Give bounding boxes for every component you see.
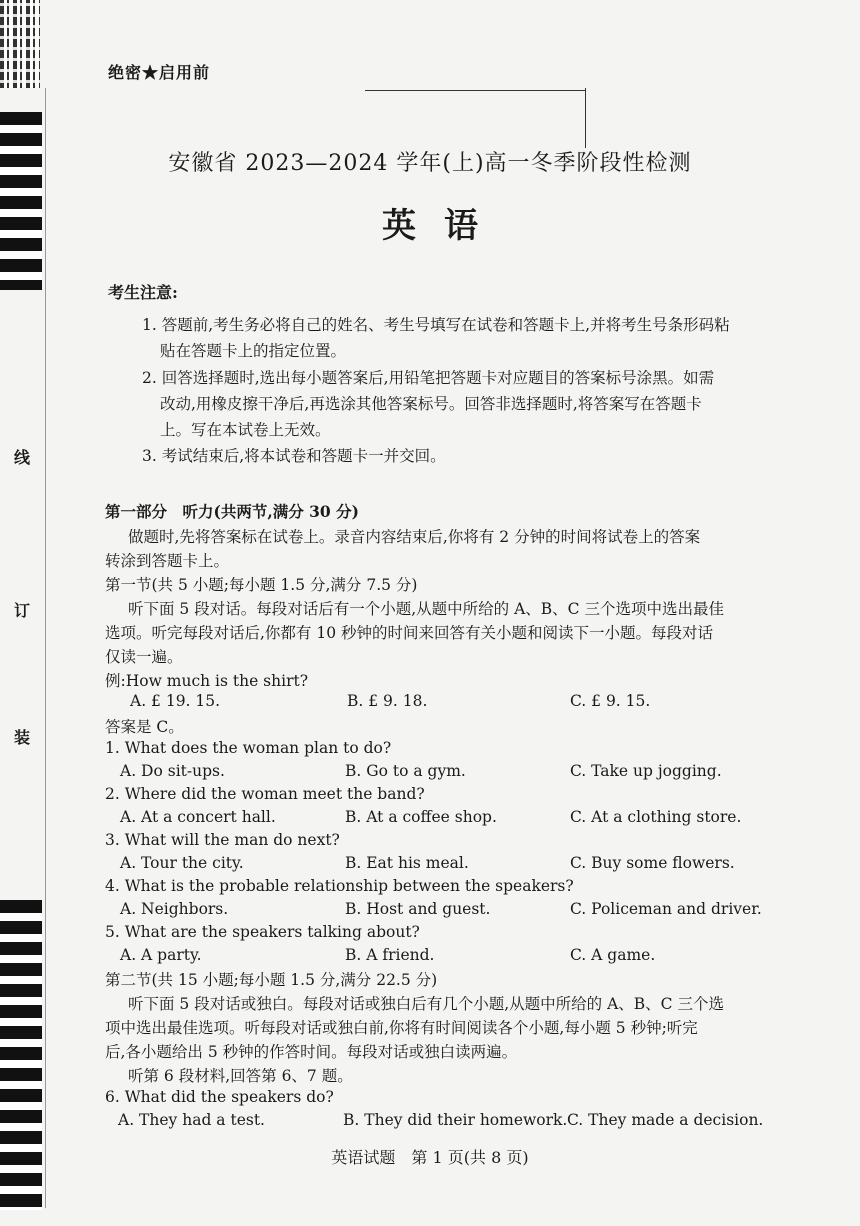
exam-title: 安徽省 2023—2024 学年(上)高一冬季阶段性检测	[168, 151, 692, 176]
section1-intro: 仅读一遍。	[105, 648, 183, 666]
question-6-option-b: B. They did their homework.	[343, 1111, 568, 1129]
question-5-option-a: A. A party.	[120, 946, 202, 964]
example-question: 例:How much is the shirt?	[105, 672, 309, 690]
question-6: 6. What did the speakers do?	[105, 1088, 334, 1106]
notice-item: 上。写在本试卷上无效。	[160, 421, 331, 439]
question-1-option-c: C. Take up jogging.	[570, 762, 722, 780]
binding-mark-line: 线	[14, 448, 31, 467]
notice-item: 贴在答题卡上的指定位置。	[160, 342, 347, 360]
part1-intro: 转涂到答题卡上。	[105, 552, 230, 570]
question-3-option-a: A. Tour the city.	[120, 854, 244, 872]
notice-item: 1. 答题前,考生务必将自己的姓名、考生号填写在试卷和答题卡上,并将考生号条形码粘	[142, 316, 730, 334]
question-2-option-b: B. At a coffee shop.	[345, 808, 497, 826]
subject-title: 英语	[382, 206, 506, 246]
question-6-option-a: A. They had a test.	[118, 1111, 265, 1129]
notice-item: 2. 回答选择题时,选出每小题答案后,用铅笔把答题卡对应题目的答案标号涂黑。如需	[142, 369, 715, 387]
example-option-a: A. £ 19. 15.	[130, 692, 221, 710]
notice-item: 改动,用橡皮擦干净后,再选涂其他答案标号。回答非选择题时,将答案写在答题卡	[160, 395, 702, 413]
question-1-option-a: A. Do sit-ups.	[120, 762, 225, 780]
part1-heading: 第一部分 听力(共两节,满分 30 分)	[105, 502, 359, 521]
page-footer: 英语试题 第 1 页(共 8 页)	[331, 1148, 529, 1167]
confidential-label: 绝密★启用前	[108, 63, 211, 82]
question-1-option-b: B. Go to a gym.	[345, 762, 466, 780]
binding-mark-bind: 装	[14, 728, 31, 747]
section1-heading: 第一节(共 5 小题;每小题 1.5 分,满分 7.5 分)	[105, 576, 418, 594]
question-4-option-b: B. Host and guest.	[345, 900, 491, 918]
question-3-option-c: C. Buy some flowers.	[570, 854, 735, 872]
section2-heading: 第二节(共 15 小题;每小题 1.5 分,满分 22.5 分)	[105, 971, 438, 989]
decor-line-vertical	[585, 88, 586, 148]
question-2: 2. Where did the woman meet the band?	[105, 785, 425, 803]
decor-line	[365, 90, 585, 91]
section2-intro: 项中选出最佳选项。听每段对话或独白前,你将有时间阅读各个小题,每小题 5 秒钟;听完	[105, 1019, 698, 1037]
material-instruction: 听第 6 段材料,回答第 6、7 题。	[128, 1067, 353, 1085]
example-answer: 答案是 C。	[105, 718, 184, 736]
section1-intro: 选项。听完每段对话后,你都有 10 秒钟的时间来回答有关小题和阅读下一小题。每段对话	[105, 624, 714, 642]
binding-mark-order: 订	[14, 601, 31, 620]
question-3: 3. What will the man do next?	[105, 831, 340, 849]
question-4-option-c: C. Policeman and driver.	[570, 900, 762, 918]
qr-code	[0, 0, 40, 88]
question-5: 5. What are the speakers talking about?	[105, 923, 420, 941]
question-5-option-c: C. A game.	[570, 946, 656, 964]
section2-intro: 听下面 5 段对话或独白。每段对话或独白后有几个小题,从题中所给的 A、B、C 三个选	[128, 995, 724, 1013]
part1-intro: 做题时,先将答案标在试卷上。录音内容结束后,你将有 2 分钟的时间将试卷上的答案	[128, 528, 701, 546]
question-4-option-a: A. Neighbors.	[120, 900, 229, 918]
notice-item: 3. 考试结束后,将本试卷和答题卡一并交回。	[142, 447, 446, 465]
question-4: 4. What is the probable relationship between the speakers?	[105, 877, 574, 895]
question-2-option-a: A. At a concert hall.	[120, 808, 276, 826]
question-5-option-b: B. A friend.	[345, 946, 435, 964]
example-option-c: C. £ 9. 15.	[570, 692, 651, 710]
binding-line	[45, 88, 46, 1208]
section1-intro: 听下面 5 段对话。每段对话后有一个小题,从题中所给的 A、B、C 三个选项中选出最佳	[128, 600, 724, 618]
question-2-option-c: C. At a clothing store.	[570, 808, 742, 826]
question-6-option-c: C. They made a decision.	[567, 1111, 764, 1129]
section2-intro: 后,各小题给出 5 秒钟的作答时间。每段对话或独白读两遍。	[105, 1043, 518, 1061]
question-3-option-b: B. Eat his meal.	[345, 854, 469, 872]
notice-heading: 考生注意:	[108, 283, 178, 302]
question-1: 1. What does the woman plan to do?	[105, 739, 392, 757]
example-option-b: B. £ 9. 18.	[347, 692, 428, 710]
